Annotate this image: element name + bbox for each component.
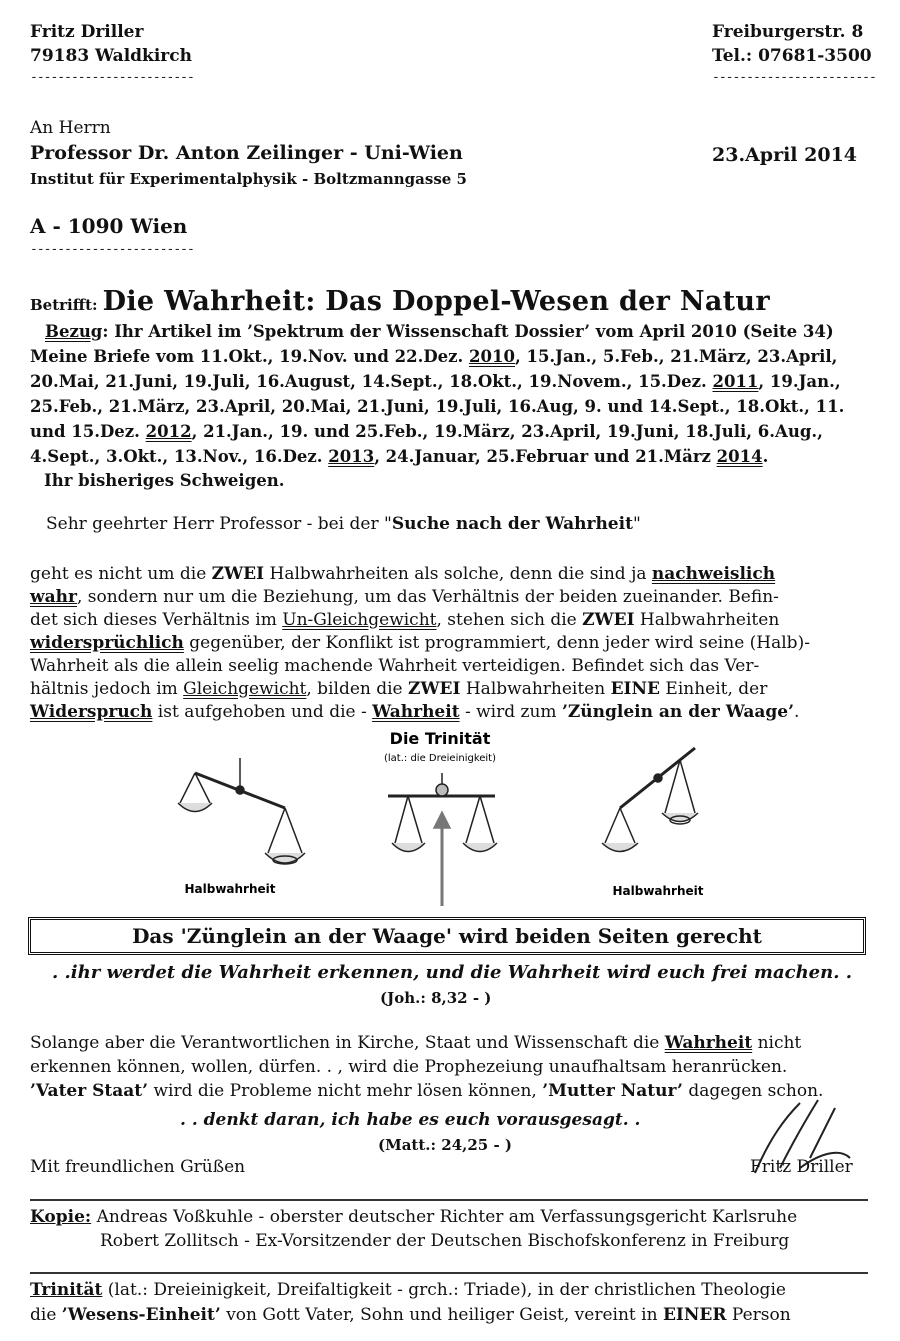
body-emph: Wahrheit (372, 702, 460, 722)
body-text: . (794, 702, 800, 722)
sender-separator: ------------------------ (30, 70, 194, 85)
quote-matthew-source: (Matt.: 24,25 - ) (378, 1136, 512, 1154)
reference-text: , 21.Jan., 19. und 25.Feb., 19.März, 23.April, 19.Juni, 18.Juli, 6.Aug., (191, 422, 823, 441)
reference-line-2 (30, 347, 875, 366)
greeting-end: " (632, 514, 641, 534)
banner-box: Das 'Zünglein an der Waage' wird beiden Seiten gerecht (28, 917, 866, 955)
closing-text: dagegen schon. (682, 1081, 824, 1101)
body-emph: Gleichgewicht (183, 679, 307, 699)
body-emph: nachweislich (651, 564, 776, 584)
sender-street: Freiburgerstr. 8 (712, 22, 864, 42)
closing-bold: ’Mutter Natur’ (542, 1081, 683, 1101)
letter-date: 23.April 2014 (712, 144, 858, 166)
reference-year: 2011 (712, 372, 759, 391)
closing-bold: ’Vater Staat’ (30, 1081, 149, 1101)
reference-text: . (762, 447, 769, 466)
body-line-4 (30, 633, 870, 653)
reference-text: Meine Briefe vom 11.Okt., 19.Nov. und 22.Dez. (30, 347, 470, 366)
reference-line-4: 25.Feb., 21.März, 23.April, 20.Mai, 21.Juni, 19.Juli, 16.Aug, 9. und 14.Sept., 18.Okt., 11. (30, 397, 845, 416)
greeting (46, 514, 886, 534)
reference-line-6 (30, 447, 875, 466)
reference-text: und 15.Dez. (30, 422, 146, 441)
reference-text: : Ihr Artikel im ’Spektrum der Wissenschaft Dossier’ vom April (102, 322, 691, 341)
subject-line (30, 286, 770, 317)
greeting-bold: Suche nach der Wahrheit (391, 514, 633, 534)
body-line-3 (30, 610, 870, 630)
subject-label: Betrifft: (30, 296, 98, 314)
body-text: Halbwahrheiten als solche, denn die sind ja (264, 564, 652, 584)
reference-year: 2010 (469, 347, 515, 366)
footnote-text: Person (726, 1305, 791, 1325)
center-scale-icon (388, 773, 497, 906)
reference-text: , 24.Januar, 25.Februar und 21.März (374, 447, 717, 466)
body-text: geht es nicht um die (30, 564, 212, 584)
reference-year: 2012 (145, 422, 192, 441)
footnote-bold: ’Wesens-Einheit’ (61, 1305, 221, 1325)
closing-text: nicht (752, 1033, 802, 1053)
closing-line-1 (30, 1033, 870, 1053)
body-line-2 (30, 587, 870, 607)
recipient-postcode-city: A - 1090 Wien (30, 214, 188, 238)
body-text: , bilden die (306, 679, 409, 699)
body-text: Halbwahrheiten (460, 679, 611, 699)
footnote-text: von Gott Vater, Sohn und heiliger Geist, vereint in (220, 1305, 663, 1325)
scales-illustration (150, 728, 750, 913)
body-line-7 (30, 702, 870, 722)
body-text: Einheit, der (660, 679, 768, 699)
copy-rule (30, 1199, 868, 1201)
closing-line-2: erkennen können, wollen, dürfen. . , wird die Prophezeiung unaufhaltsam heranrücken. (30, 1057, 788, 1077)
footnote-text: die (30, 1305, 62, 1325)
body-bold: ZWEI (408, 679, 461, 699)
body-emph: Un-Gleichgewicht (282, 610, 437, 630)
body-text: gegenüber, der Konflikt ist programmiert, denn jeder wird seine (Halb)- (183, 633, 810, 653)
right-scale-icon (602, 748, 698, 852)
right-label: Halbwahrheit (612, 884, 704, 898)
body-emph: widersprüchlich (30, 633, 184, 653)
sender-city: 79183 Waldkirch (30, 46, 192, 66)
sender-name: Fritz Driller (30, 22, 144, 42)
reference-text: , 19.Jan., (758, 372, 841, 391)
figure-title: Die Trinität (389, 729, 491, 748)
body-bold: ’Zünglein an der Waage’ (561, 702, 795, 722)
body-text: hältnis jedoch im (30, 679, 184, 699)
tel-separator: ------------------------ (712, 70, 876, 85)
body-emph: Widerspruch (30, 702, 153, 722)
signoff-text: Mit freundlichen Grüßen (30, 1157, 246, 1177)
closing-emph: Wahrheit (664, 1033, 753, 1053)
figure-subtitle: (lat.: die Dreieinigkeit) (383, 753, 497, 764)
body-bold: ZWEI (582, 610, 635, 630)
footnote-text: (lat.: Dreieinigkeit, Dreifaltigkeit - grch.: Triade), in der christlichen Theologie (102, 1280, 786, 1300)
body-bold: EINE (610, 679, 660, 699)
left-scale-icon (178, 758, 305, 864)
footnote-line-1 (30, 1280, 870, 1300)
body-emph: wahr (30, 587, 77, 607)
body-line-5: Wahrheit als die allein seelig machende Wahrheit verteidigen. Befindet sich das Ver- (30, 656, 760, 676)
copy-label: Kopie: (30, 1207, 92, 1227)
footnote-rule (30, 1272, 868, 1274)
body-text: det sich dieses Verhältnis im (30, 610, 283, 630)
quote-john-source: (Joh.: 8,32 - ) (380, 989, 492, 1007)
reference-text: 20.Mai, 21.Juni, 19.Juli, 16.August, 14.Sept., 18.Okt., 19.Novem., 15.Dez. (30, 372, 713, 391)
body-text: , sondern nur um die Beziehung, um das Verhältnis der beiden zueinander. Befin- (76, 587, 779, 607)
body-text: , stehen sich die (436, 610, 583, 630)
signature-name: Fritz Driller (750, 1157, 853, 1177)
quote-john: . .ihr werdet die Wahrheit erkennen, und die Wahrheit wird euch frei machen. . (51, 962, 853, 983)
copy-text: Andreas Voßkuhle - oberster deutscher Richter am Verfassungsgericht Karlsruhe (91, 1207, 798, 1227)
reference-year: 2014 (716, 447, 763, 466)
body-line-1 (30, 564, 870, 584)
reference-text: (Seite 34) (736, 322, 834, 341)
left-label: Halbwahrheit (184, 882, 276, 896)
reference-silence: Ihr bisheriges Schweigen. (44, 471, 285, 490)
body-text: Halbwahrheiten (634, 610, 780, 630)
greeting-text: Sehr geehrter Herr Professor - bei der " (46, 514, 392, 534)
quote-matthew: . . denkt daran, ich habe es euch vorausgesagt. . (180, 1110, 641, 1130)
reference-line-1 (30, 322, 875, 341)
recipient-institute: Institut für Experimentalphysik - Boltzmanngasse 5 (30, 170, 467, 188)
closing-text: Solange aber die Verantwortlichen in Kirche, Staat und Wissenschaft die (30, 1033, 665, 1053)
body-line-6 (30, 679, 870, 699)
reference-line-3 (30, 372, 875, 391)
reference-text: , 15.Jan., 5.Feb., 21.März, 23.April, (514, 347, 838, 366)
footnote-bold: EINER (662, 1305, 727, 1325)
reference-text: 4.Sept., 3.Okt., 13.Nov., 16.Dez. (30, 447, 329, 466)
sender-tel: Tel.: 07681-3500 (712, 46, 872, 66)
footnote-label: Trinität (30, 1280, 103, 1300)
body-text: - wird zum (459, 702, 562, 722)
reference-label: Bezug (45, 322, 103, 341)
recipient-salutation: An Herrn (30, 118, 111, 138)
copy-line-2: Robert Zollitsch - Ex-Vorsitzender der Deutschen Bischofskonferenz in Freiburg (100, 1231, 790, 1251)
reference-line-5 (30, 422, 875, 441)
reference-year: 2010 (690, 322, 737, 341)
body-text: ist aufgehoben und die - (152, 702, 373, 722)
recipient-separator: ------------------------ (30, 242, 194, 257)
footnote-line-2 (30, 1305, 870, 1325)
body-bold: ZWEI (211, 564, 265, 584)
trinity-figure (150, 728, 750, 913)
copy-line-1 (30, 1207, 870, 1227)
closing-text: wird die Probleme nicht mehr lösen können, (148, 1081, 543, 1101)
recipient-name: Professor Dr. Anton Zeilinger - Uni-Wien (30, 142, 463, 164)
subject-title: Die Wahrheit: Das Doppel-Wesen der Natur (102, 286, 770, 317)
reference-year: 2013 (328, 447, 375, 466)
